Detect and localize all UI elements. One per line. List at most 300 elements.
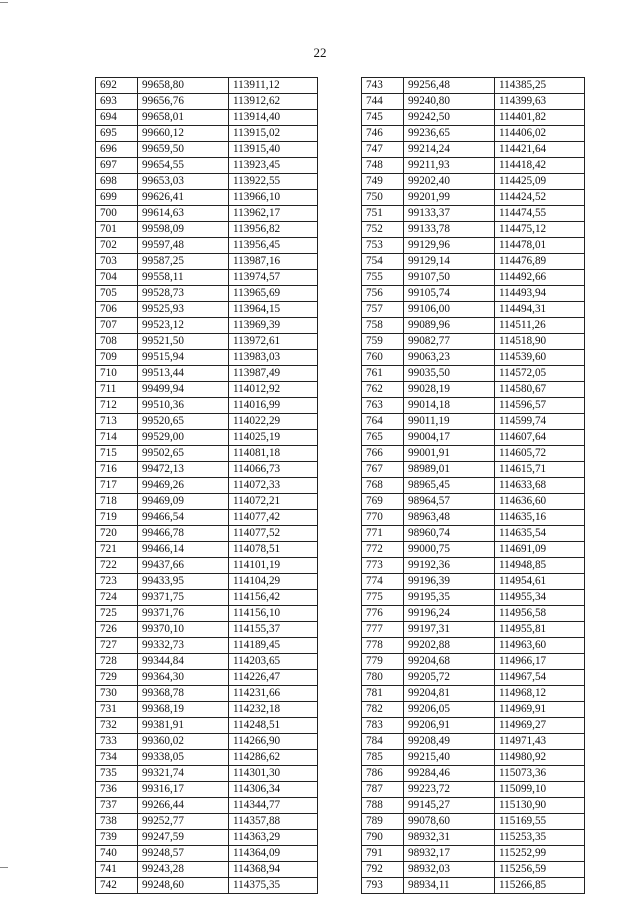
table-row bbox=[362, 270, 585, 286]
x-coordinate-cell: 99525,93 bbox=[138, 302, 229, 318]
point-number-cell: 703 bbox=[96, 254, 138, 270]
x-coordinate-cell: 99004,17 bbox=[404, 430, 495, 446]
y-coordinate-cell: 114421,64 bbox=[495, 142, 585, 158]
table-row bbox=[96, 302, 318, 318]
table-row bbox=[96, 654, 318, 670]
point-number-cell: 752 bbox=[362, 222, 404, 238]
table-row bbox=[362, 638, 585, 654]
y-coordinate-cell: 114494,31 bbox=[495, 302, 585, 318]
x-coordinate-cell: 99000,75 bbox=[404, 542, 495, 558]
table-row bbox=[362, 382, 585, 398]
y-coordinate-cell: 115266,85 bbox=[495, 878, 585, 894]
point-number-cell: 736 bbox=[96, 782, 138, 798]
point-number-cell: 793 bbox=[362, 878, 404, 894]
x-coordinate-cell: 98964,57 bbox=[404, 494, 495, 510]
table-row bbox=[96, 78, 318, 94]
table-row bbox=[362, 574, 585, 590]
y-coordinate-cell: 115253,35 bbox=[495, 830, 585, 846]
point-number-cell: 772 bbox=[362, 542, 404, 558]
table-row bbox=[362, 846, 585, 862]
x-coordinate-cell: 99344,84 bbox=[138, 654, 229, 670]
y-coordinate-cell: 113914,40 bbox=[229, 110, 318, 126]
x-coordinate-cell: 99063,23 bbox=[404, 350, 495, 366]
point-number-cell: 742 bbox=[96, 878, 138, 894]
y-coordinate-cell: 114474,55 bbox=[495, 206, 585, 222]
x-coordinate-cell: 99204,81 bbox=[404, 686, 495, 702]
table-row bbox=[96, 510, 318, 526]
point-number-cell: 773 bbox=[362, 558, 404, 574]
x-coordinate-cell: 99214,24 bbox=[404, 142, 495, 158]
x-coordinate-cell: 99195,35 bbox=[404, 590, 495, 606]
x-coordinate-cell: 99202,40 bbox=[404, 174, 495, 190]
table-row bbox=[96, 158, 318, 174]
table-row bbox=[96, 478, 318, 494]
y-coordinate-cell: 113912,62 bbox=[229, 94, 318, 110]
x-coordinate-cell: 98965,45 bbox=[404, 478, 495, 494]
x-coordinate-cell: 99338,05 bbox=[138, 750, 229, 766]
y-coordinate-cell: 114156,10 bbox=[229, 606, 318, 622]
x-coordinate-cell: 99502,65 bbox=[138, 446, 229, 462]
x-coordinate-cell: 98963,48 bbox=[404, 510, 495, 526]
point-number-cell: 780 bbox=[362, 670, 404, 686]
point-number-cell: 734 bbox=[96, 750, 138, 766]
y-coordinate-cell: 114081,18 bbox=[229, 446, 318, 462]
table-row bbox=[362, 622, 585, 638]
x-coordinate-cell: 99106,00 bbox=[404, 302, 495, 318]
table-row bbox=[362, 446, 585, 462]
point-number-cell: 697 bbox=[96, 158, 138, 174]
y-coordinate-cell: 115130,90 bbox=[495, 798, 585, 814]
table-row bbox=[362, 238, 585, 254]
x-coordinate-cell: 99466,78 bbox=[138, 526, 229, 542]
point-number-cell: 732 bbox=[96, 718, 138, 734]
x-coordinate-cell: 99321,74 bbox=[138, 766, 229, 782]
table-row bbox=[362, 318, 585, 334]
point-number-cell: 693 bbox=[96, 94, 138, 110]
table-row bbox=[96, 862, 318, 878]
x-coordinate-cell: 99082,77 bbox=[404, 334, 495, 350]
x-coordinate-cell: 99248,57 bbox=[138, 846, 229, 862]
x-coordinate-cell: 98932,17 bbox=[404, 846, 495, 862]
point-number-cell: 755 bbox=[362, 270, 404, 286]
x-coordinate-cell: 99243,28 bbox=[138, 862, 229, 878]
point-number-cell: 766 bbox=[362, 446, 404, 462]
y-coordinate-cell: 114072,33 bbox=[229, 478, 318, 494]
point-number-cell: 764 bbox=[362, 414, 404, 430]
y-coordinate-cell: 114368,94 bbox=[229, 862, 318, 878]
x-coordinate-cell: 99370,10 bbox=[138, 622, 229, 638]
point-number-cell: 695 bbox=[96, 126, 138, 142]
x-coordinate-cell: 99364,30 bbox=[138, 670, 229, 686]
point-number-cell: 768 bbox=[362, 478, 404, 494]
point-number-cell: 762 bbox=[362, 382, 404, 398]
x-coordinate-cell: 99145,27 bbox=[404, 798, 495, 814]
table-row bbox=[362, 94, 585, 110]
point-number-cell: 778 bbox=[362, 638, 404, 654]
point-number-cell: 770 bbox=[362, 510, 404, 526]
x-coordinate-cell: 99196,39 bbox=[404, 574, 495, 590]
y-coordinate-cell: 114399,63 bbox=[495, 94, 585, 110]
table-row bbox=[96, 286, 318, 302]
coordinates-table-left bbox=[95, 77, 318, 894]
y-coordinate-cell: 114016,99 bbox=[229, 398, 318, 414]
x-coordinate-cell: 99211,93 bbox=[404, 158, 495, 174]
y-coordinate-cell: 113956,82 bbox=[229, 222, 318, 238]
table-row bbox=[362, 110, 585, 126]
table-row bbox=[96, 878, 318, 894]
table-row bbox=[96, 414, 318, 430]
coordinates-table-right bbox=[361, 77, 585, 894]
y-coordinate-cell: 114425,09 bbox=[495, 174, 585, 190]
y-coordinate-cell: 114189,45 bbox=[229, 638, 318, 654]
table-row bbox=[96, 190, 318, 206]
table-row bbox=[96, 174, 318, 190]
table-row bbox=[96, 94, 318, 110]
y-coordinate-cell: 113915,40 bbox=[229, 142, 318, 158]
x-coordinate-cell: 99252,77 bbox=[138, 814, 229, 830]
point-number-cell: 723 bbox=[96, 574, 138, 590]
x-coordinate-cell: 99614,63 bbox=[138, 206, 229, 222]
point-number-cell: 749 bbox=[362, 174, 404, 190]
x-coordinate-cell: 99133,37 bbox=[404, 206, 495, 222]
y-coordinate-cell: 114963,60 bbox=[495, 638, 585, 654]
point-number-cell: 711 bbox=[96, 382, 138, 398]
point-number-cell: 757 bbox=[362, 302, 404, 318]
x-coordinate-cell: 99597,48 bbox=[138, 238, 229, 254]
y-coordinate-cell: 115099,10 bbox=[495, 782, 585, 798]
y-coordinate-cell: 114955,34 bbox=[495, 590, 585, 606]
x-coordinate-cell: 99240,80 bbox=[404, 94, 495, 110]
x-coordinate-cell: 99215,40 bbox=[404, 750, 495, 766]
y-coordinate-cell: 114478,01 bbox=[495, 238, 585, 254]
y-coordinate-cell: 113974,57 bbox=[229, 270, 318, 286]
table-row bbox=[96, 350, 318, 366]
point-number-cell: 702 bbox=[96, 238, 138, 254]
x-coordinate-cell: 99368,78 bbox=[138, 686, 229, 702]
table-row bbox=[362, 734, 585, 750]
table-row bbox=[362, 142, 585, 158]
y-coordinate-cell: 113911,12 bbox=[229, 78, 318, 94]
y-coordinate-cell: 114248,51 bbox=[229, 718, 318, 734]
y-coordinate-cell: 114596,57 bbox=[495, 398, 585, 414]
y-coordinate-cell: 114077,42 bbox=[229, 510, 318, 526]
point-number-cell: 748 bbox=[362, 158, 404, 174]
x-coordinate-cell: 99587,25 bbox=[138, 254, 229, 270]
point-number-cell: 712 bbox=[96, 398, 138, 414]
table-row bbox=[362, 670, 585, 686]
table-row bbox=[362, 558, 585, 574]
point-number-cell: 707 bbox=[96, 318, 138, 334]
x-coordinate-cell: 99014,18 bbox=[404, 398, 495, 414]
x-coordinate-cell: 99499,94 bbox=[138, 382, 229, 398]
table-row bbox=[96, 798, 318, 814]
y-coordinate-cell: 114424,52 bbox=[495, 190, 585, 206]
point-number-cell: 783 bbox=[362, 718, 404, 734]
point-number-cell: 775 bbox=[362, 590, 404, 606]
table-row bbox=[362, 430, 585, 446]
y-coordinate-cell: 113923,45 bbox=[229, 158, 318, 174]
scan-crease-mark-bottom bbox=[0, 867, 8, 868]
y-coordinate-cell: 114266,90 bbox=[229, 734, 318, 750]
point-number-cell: 774 bbox=[362, 574, 404, 590]
x-coordinate-cell: 99653,03 bbox=[138, 174, 229, 190]
point-number-cell: 725 bbox=[96, 606, 138, 622]
table-row bbox=[362, 286, 585, 302]
x-coordinate-cell: 99206,05 bbox=[404, 702, 495, 718]
point-number-cell: 743 bbox=[362, 78, 404, 94]
point-number-cell: 769 bbox=[362, 494, 404, 510]
point-number-cell: 740 bbox=[96, 846, 138, 862]
y-coordinate-cell: 114969,27 bbox=[495, 718, 585, 734]
table-row bbox=[362, 798, 585, 814]
table-row bbox=[96, 206, 318, 222]
point-number-cell: 782 bbox=[362, 702, 404, 718]
y-coordinate-cell: 114948,85 bbox=[495, 558, 585, 574]
table-row bbox=[96, 814, 318, 830]
point-number-cell: 720 bbox=[96, 526, 138, 542]
x-coordinate-cell: 99266,44 bbox=[138, 798, 229, 814]
point-number-cell: 738 bbox=[96, 814, 138, 830]
table-row bbox=[96, 638, 318, 654]
point-number-cell: 722 bbox=[96, 558, 138, 574]
table-row bbox=[96, 462, 318, 478]
y-coordinate-cell: 114605,72 bbox=[495, 446, 585, 462]
table-row bbox=[362, 366, 585, 382]
x-coordinate-cell: 99654,55 bbox=[138, 158, 229, 174]
point-number-cell: 709 bbox=[96, 350, 138, 366]
y-coordinate-cell: 114511,26 bbox=[495, 318, 585, 334]
x-coordinate-cell: 99089,96 bbox=[404, 318, 495, 334]
point-number-cell: 741 bbox=[96, 862, 138, 878]
point-number-cell: 759 bbox=[362, 334, 404, 350]
y-coordinate-cell: 114967,54 bbox=[495, 670, 585, 686]
table-row bbox=[96, 702, 318, 718]
y-coordinate-cell: 114231,66 bbox=[229, 686, 318, 702]
point-number-cell: 790 bbox=[362, 830, 404, 846]
x-coordinate-cell: 99558,11 bbox=[138, 270, 229, 286]
table-row bbox=[362, 814, 585, 830]
point-number-cell: 754 bbox=[362, 254, 404, 270]
y-coordinate-cell: 114078,51 bbox=[229, 542, 318, 558]
y-coordinate-cell: 114385,25 bbox=[495, 78, 585, 94]
point-number-cell: 779 bbox=[362, 654, 404, 670]
x-coordinate-cell: 99011,19 bbox=[404, 414, 495, 430]
y-coordinate-cell: 114012,92 bbox=[229, 382, 318, 398]
x-coordinate-cell: 99236,65 bbox=[404, 126, 495, 142]
x-coordinate-cell: 99472,13 bbox=[138, 462, 229, 478]
x-coordinate-cell: 98960,74 bbox=[404, 526, 495, 542]
table-row bbox=[362, 878, 585, 894]
point-number-cell: 717 bbox=[96, 478, 138, 494]
x-coordinate-cell: 99368,19 bbox=[138, 702, 229, 718]
table-row bbox=[362, 158, 585, 174]
y-coordinate-cell: 113983,03 bbox=[229, 350, 318, 366]
table-row bbox=[362, 350, 585, 366]
table-row bbox=[362, 398, 585, 414]
y-coordinate-cell: 113922,55 bbox=[229, 174, 318, 190]
x-coordinate-cell: 99133,78 bbox=[404, 222, 495, 238]
point-number-cell: 746 bbox=[362, 126, 404, 142]
y-coordinate-cell: 114968,12 bbox=[495, 686, 585, 702]
page-number: 22 bbox=[313, 45, 327, 60]
x-coordinate-cell: 99371,76 bbox=[138, 606, 229, 622]
y-coordinate-cell: 115256,59 bbox=[495, 862, 585, 878]
y-coordinate-cell: 114072,21 bbox=[229, 494, 318, 510]
y-coordinate-cell: 113987,49 bbox=[229, 366, 318, 382]
table-row bbox=[96, 750, 318, 766]
point-number-cell: 791 bbox=[362, 846, 404, 862]
table-row bbox=[362, 334, 585, 350]
y-coordinate-cell: 114025,19 bbox=[229, 430, 318, 446]
table-row bbox=[362, 510, 585, 526]
table-row bbox=[96, 430, 318, 446]
x-coordinate-cell: 99284,46 bbox=[404, 766, 495, 782]
point-number-cell: 745 bbox=[362, 110, 404, 126]
point-number-cell: 724 bbox=[96, 590, 138, 606]
x-coordinate-cell: 98932,31 bbox=[404, 830, 495, 846]
y-coordinate-cell: 114475,12 bbox=[495, 222, 585, 238]
y-coordinate-cell: 114954,61 bbox=[495, 574, 585, 590]
y-coordinate-cell: 114022,29 bbox=[229, 414, 318, 430]
table-row bbox=[362, 654, 585, 670]
table-row bbox=[362, 222, 585, 238]
y-coordinate-cell: 114155,37 bbox=[229, 622, 318, 638]
table-row bbox=[96, 590, 318, 606]
table-row bbox=[96, 686, 318, 702]
point-number-cell: 788 bbox=[362, 798, 404, 814]
x-coordinate-cell: 99520,65 bbox=[138, 414, 229, 430]
x-coordinate-cell: 99529,00 bbox=[138, 430, 229, 446]
x-coordinate-cell: 99035,50 bbox=[404, 366, 495, 382]
table-row bbox=[362, 126, 585, 142]
y-coordinate-cell: 114607,64 bbox=[495, 430, 585, 446]
point-number-cell: 750 bbox=[362, 190, 404, 206]
x-coordinate-cell: 99523,12 bbox=[138, 318, 229, 334]
y-coordinate-cell: 114101,19 bbox=[229, 558, 318, 574]
table-row bbox=[362, 718, 585, 734]
point-number-cell: 714 bbox=[96, 430, 138, 446]
x-coordinate-cell: 99371,75 bbox=[138, 590, 229, 606]
point-number-cell: 761 bbox=[362, 366, 404, 382]
x-coordinate-cell: 99208,49 bbox=[404, 734, 495, 750]
table-row bbox=[362, 686, 585, 702]
table-row bbox=[362, 478, 585, 494]
y-coordinate-cell: 114633,68 bbox=[495, 478, 585, 494]
y-coordinate-cell: 114306,34 bbox=[229, 782, 318, 798]
table-row bbox=[362, 302, 585, 318]
point-number-cell: 696 bbox=[96, 142, 138, 158]
table-row bbox=[362, 462, 585, 478]
point-number-cell: 700 bbox=[96, 206, 138, 222]
point-number-cell: 785 bbox=[362, 750, 404, 766]
x-coordinate-cell: 99360,02 bbox=[138, 734, 229, 750]
point-number-cell: 705 bbox=[96, 286, 138, 302]
point-number-cell: 786 bbox=[362, 766, 404, 782]
x-coordinate-cell: 99197,31 bbox=[404, 622, 495, 638]
y-coordinate-cell: 114375,35 bbox=[229, 878, 318, 894]
point-number-cell: 735 bbox=[96, 766, 138, 782]
x-coordinate-cell: 99201,99 bbox=[404, 190, 495, 206]
x-coordinate-cell: 99598,09 bbox=[138, 222, 229, 238]
point-number-cell: 704 bbox=[96, 270, 138, 286]
point-number-cell: 719 bbox=[96, 510, 138, 526]
point-number-cell: 776 bbox=[362, 606, 404, 622]
table-row bbox=[362, 78, 585, 94]
table-row bbox=[96, 670, 318, 686]
x-coordinate-cell: 99001,91 bbox=[404, 446, 495, 462]
y-coordinate-cell: 115252,99 bbox=[495, 846, 585, 862]
x-coordinate-cell: 98989,01 bbox=[404, 462, 495, 478]
y-coordinate-cell: 114301,30 bbox=[229, 766, 318, 782]
table-row bbox=[96, 574, 318, 590]
point-number-cell: 718 bbox=[96, 494, 138, 510]
point-number-cell: 792 bbox=[362, 862, 404, 878]
point-number-cell: 694 bbox=[96, 110, 138, 126]
point-number-cell: 701 bbox=[96, 222, 138, 238]
x-coordinate-cell: 99105,74 bbox=[404, 286, 495, 302]
x-coordinate-cell: 99028,19 bbox=[404, 382, 495, 398]
y-coordinate-cell: 114364,09 bbox=[229, 846, 318, 862]
point-number-cell: 758 bbox=[362, 318, 404, 334]
scan-crease-mark-top bbox=[0, 2, 8, 3]
x-coordinate-cell: 99332,73 bbox=[138, 638, 229, 654]
table-row bbox=[362, 494, 585, 510]
point-number-cell: 767 bbox=[362, 462, 404, 478]
y-coordinate-cell: 114615,71 bbox=[495, 462, 585, 478]
point-number-cell: 781 bbox=[362, 686, 404, 702]
table-row bbox=[362, 174, 585, 190]
point-number-cell: 777 bbox=[362, 622, 404, 638]
point-number-cell: 756 bbox=[362, 286, 404, 302]
point-number-cell: 729 bbox=[96, 670, 138, 686]
point-number-cell: 715 bbox=[96, 446, 138, 462]
table-row bbox=[96, 238, 318, 254]
table-row bbox=[96, 446, 318, 462]
table-row bbox=[96, 494, 318, 510]
x-coordinate-cell: 99659,50 bbox=[138, 142, 229, 158]
y-coordinate-cell: 114691,09 bbox=[495, 542, 585, 558]
table-row bbox=[362, 750, 585, 766]
point-number-cell: 751 bbox=[362, 206, 404, 222]
table-row bbox=[96, 334, 318, 350]
point-number-cell: 739 bbox=[96, 830, 138, 846]
y-coordinate-cell: 113966,10 bbox=[229, 190, 318, 206]
point-number-cell: 733 bbox=[96, 734, 138, 750]
table-row bbox=[362, 254, 585, 270]
table-row bbox=[96, 382, 318, 398]
point-number-cell: 721 bbox=[96, 542, 138, 558]
point-number-cell: 706 bbox=[96, 302, 138, 318]
table-row bbox=[96, 766, 318, 782]
point-number-cell: 760 bbox=[362, 350, 404, 366]
y-coordinate-cell: 113956,45 bbox=[229, 238, 318, 254]
table-row bbox=[96, 542, 318, 558]
table-row bbox=[96, 846, 318, 862]
y-coordinate-cell: 114286,62 bbox=[229, 750, 318, 766]
y-coordinate-cell: 115169,55 bbox=[495, 814, 585, 830]
y-coordinate-cell: 114969,91 bbox=[495, 702, 585, 718]
y-coordinate-cell: 114066,73 bbox=[229, 462, 318, 478]
y-coordinate-cell: 114357,88 bbox=[229, 814, 318, 830]
y-coordinate-cell: 114955,81 bbox=[495, 622, 585, 638]
x-coordinate-cell: 99204,68 bbox=[404, 654, 495, 670]
y-coordinate-cell: 114401,82 bbox=[495, 110, 585, 126]
table-row bbox=[362, 190, 585, 206]
point-number-cell: 731 bbox=[96, 702, 138, 718]
y-coordinate-cell: 114966,17 bbox=[495, 654, 585, 670]
point-number-cell: 730 bbox=[96, 686, 138, 702]
x-coordinate-cell: 99192,36 bbox=[404, 558, 495, 574]
